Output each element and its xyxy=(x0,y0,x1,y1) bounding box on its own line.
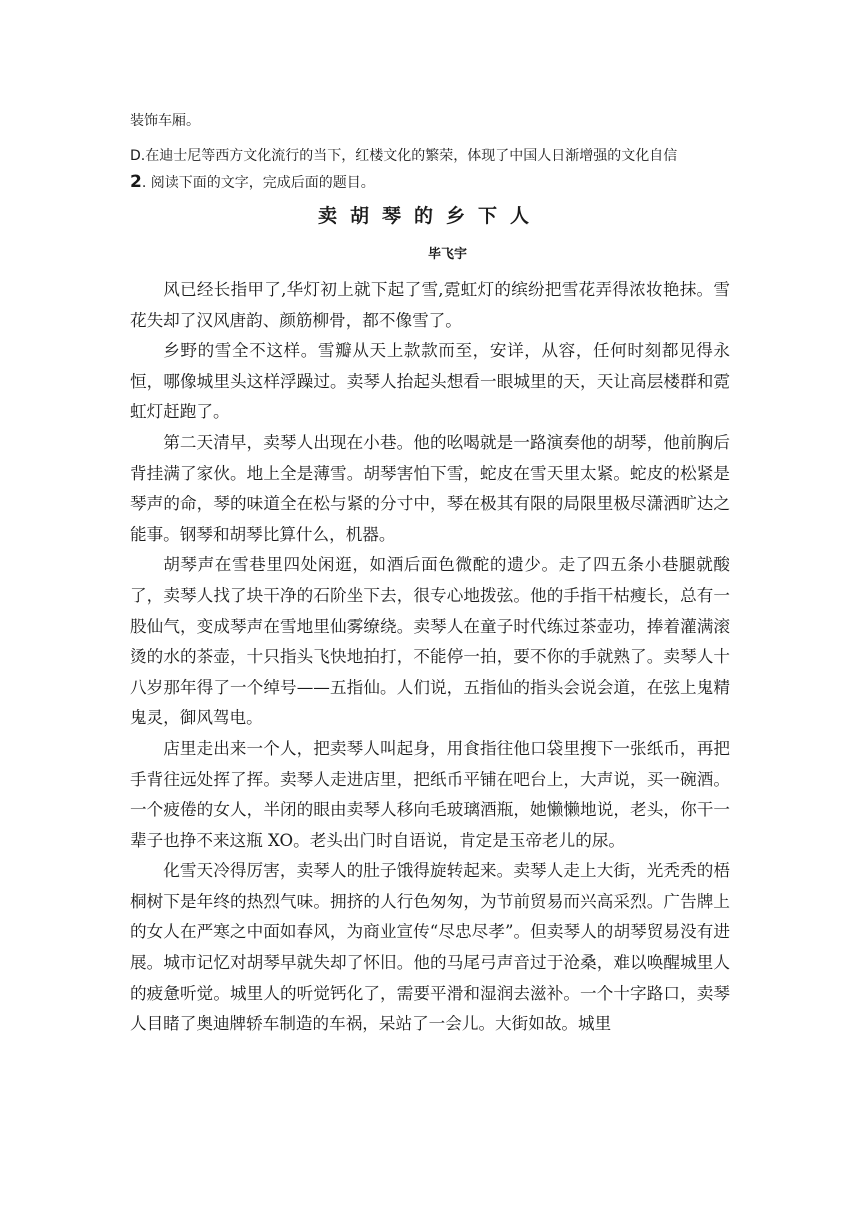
paragraph: 风已经长指甲了,华灯初上就下起了雪,霓虹灯的缤纷把雪花弄得浓妆艳抹。雪花失却了汉风唐韵、颜筋柳骨，都不像雪了。 xyxy=(130,280,730,330)
paragraph: 第二天清早，卖琴人出现在小巷。他的吆喝就是一路演奏他的胡琴，他前胸后背挂满了家伙。地上全是薄雪。胡琴害怕下雪，蛇皮在雪天里太紧。蛇皮的松紧是琴声的命，琴的味道全在松与紧的分寸中，琴在极其有限的局限里极尽潇洒旷达之能事。钢琴和胡琴比算什么，机器。 xyxy=(130,432,730,544)
option-d-line: D.在迪士尼等西方文化流行的当下，红楼文化的繁荣，体现了中国人日渐增强的文化自信 xyxy=(130,148,678,164)
article-author: 毕飞宇 xyxy=(428,247,468,262)
question-instruction: . 阅读下面的文字，完成后面的题目。 xyxy=(141,175,375,191)
paragraph: 胡琴声在雪巷里四处闲逛，如酒后面色微酡的遗少。走了四五条小巷腿就酸了，卖琴人找了块干净的石阶坐下去，很专心地拨弦。他的手指干枯瘦长，总有一股仙气，变成琴声在雪地里仙雾缭绕。卖琴人在童子时代练过茶壶功，捧着灌满滚烫的水的茶壶，十只指头飞快地拍打，不能停一拍，要不你的手就熟了。卖琴人十八岁那年得了一个绰号——五指仙。人们说，五指仙的指头会说会道，在弦上鬼精鬼灵，御风驾电。 xyxy=(130,555,730,728)
question-number: 2 xyxy=(130,172,142,192)
article-title: 卖胡琴的乡下人 xyxy=(317,205,542,227)
question-heading xyxy=(130,172,375,193)
previous-text-line: 装饰车厢。 xyxy=(130,113,200,129)
paragraph: 乡野的雪全不这样。雪瓣从天上款款而至，安详，从容，任何时刻都见得永恒，哪像城里头这样浮躁过。卖琴人抬起头想看一眼城里的天，天让高层楼群和霓虹灯赶跑了。 xyxy=(130,341,730,422)
article-body xyxy=(130,275,730,1040)
paragraph: 化雪天冷得厉害，卖琴人的肚子饿得旋转起来。卖琴人走上大街，光秃秃的梧桐树下是年终的热烈气味。拥挤的人行色匆匆，为节前贸易而兴高采烈。广告牌上的女人在严寒之中面如春风，为商业宣传“尽忠尽孝”。但卖琴人的胡琴贸易没有进展。城市记忆对胡琴早就失却了怀旧。他的马尾弓声音过于沧桑，难以唤醒城里人的疲惫听觉。城里人的听觉钙化了，需要平滑和湿润去滋补。一个十字路口，卖琴人目睹了奥迪牌轿车制造的车祸，呆站了一会儿。大街如故。城里 xyxy=(130,861,730,1034)
paragraph: 店里走出来一个人，把卖琴人叫起身，用食指往他口袋里搜下一张纸币，再把手背往远处挥了挥。卖琴人走进店里，把纸币平铺在吧台上，大声说，买一碗酒。一个疲倦的女人，半闭的眼由卖琴人移向毛玻璃酒瓶，她懒懒地说，老头，你干一辈子也挣不来这瓶 XO。老头出门时自语说，肯定是玉帝老儿的尿。 xyxy=(130,738,730,850)
